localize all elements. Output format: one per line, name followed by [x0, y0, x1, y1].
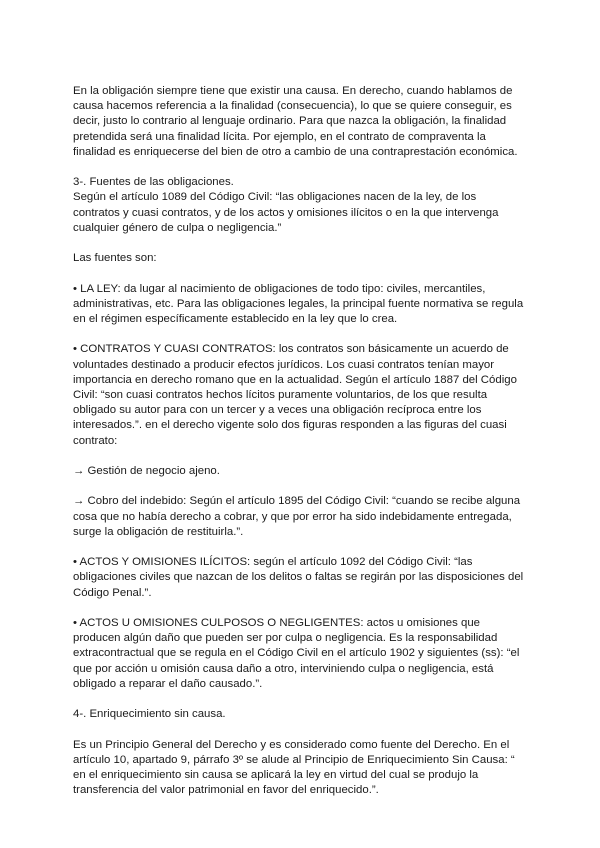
bullet-la-ley: • LA LEY: da lugar al nacimiento de obligaciones de todo tipo: civiles, mercantiles, administrativas, etc. Para las obligaciones legales, la principal fuente normativa se regula en el régimen específicamente establecido en la ley que lo crea. — [73, 282, 524, 325]
bullet-actos-culposos-negligentes: • ACTOS U OMISIONES CULPOSOS O NEGLIGENTES: actos u omisiones que producen algún daño que pueden ser por culpa o negligencia. Es la responsabilidad extracontractual que se regula en el Código Civil en el artículo 1902 y siguientes (ss): “el que por acción u omisión causa daño a otro, interviniendo culpa o negligencia, está obligado a reparar el daño causado.”. — [73, 616, 520, 690]
arrow-item-cobro-indebido: → Cobro del indebido: Según el artículo 1895 del Código Civil: “cuando se recibe alguna cosa que no había derecho a cobrar, y que por error ha sido indebidamente entregada, surge la obligación de restituirla.”. — [73, 495, 521, 538]
bullet-contratos-cuasi-contratos: • CONTRATOS Y CUASI CONTRATOS: los contratos son básicamente un acuerdo de voluntades destinado a producir efectos jurídicos. Los cuasi contratos tenían mayor importancia en derecho romano que en la actualidad. Según el artículo 1887 del Código Civil: “son cuasi contratos hechos lícitos puramente voluntarios, de los que resulta obligado su autor para con un tercer y a veces una obligación recíproca entre los interesados.”. en el derecho vigente solo dos figuras responden a las figuras del cuasi contrato: — [73, 343, 517, 447]
paragraph-articulo-1089: Según el artículo 1089 del Código Civil: “las obligaciones nacen de la ley, de los contratos y cuasi contratos, y de los actos y omisiones ilícitos o en la que intervenga cualquier género de culpa o negligencia.” — [73, 191, 499, 234]
document-page — [73, 84, 525, 814]
bullet-actos-omisiones-ilicitos: • ACTOS Y OMISIONES ILÍCITOS: según el artículo 1092 del Código Civil: “las obligaciones civiles que nazcan de los delitos o faltas se regirán por las disposiciones del Código Penal.”. — [73, 556, 524, 599]
section-heading-enriquecimiento: 4-. Enriquecimiento sin causa. — [73, 708, 226, 721]
paragraph-causa: En la obligación siempre tiene que existir una causa. En derecho, cuando hablamos de causa hacemos referencia a la finalidad (consecuencia), lo que se quiere conseguir, es decir, justo lo contrario al lenguaje ordinario. Para que nazca la obligación, la finalidad pretendida será una finalidad lícita. Por ejemplo, en el contrato de compraventa la finalidad es enriquecerse del bien de otro a cambio de una contraprestación económica. — [73, 85, 518, 158]
paragraph-enriquecimiento-sin-causa: Es un Principio General del Derecho y es considerado como fuente del Derecho. En el artículo 10, apartado 9, párrafo 3º se alude al Principio de Enriquecimiento Sin Causa: “ en el enriquecimiento sin causa se aplicará la ley en virtud del cual se produjo la transferencia del valor patrimonial en favor del enriquecido.”. — [73, 738, 515, 797]
paragraph-las-fuentes: Las fuentes son: — [73, 252, 157, 265]
arrow-item-gestion-negocio: → Gestión de negocio ajeno. — [73, 465, 220, 477]
section-heading-fuentes: 3-. Fuentes de las obligaciones. — [73, 176, 234, 189]
